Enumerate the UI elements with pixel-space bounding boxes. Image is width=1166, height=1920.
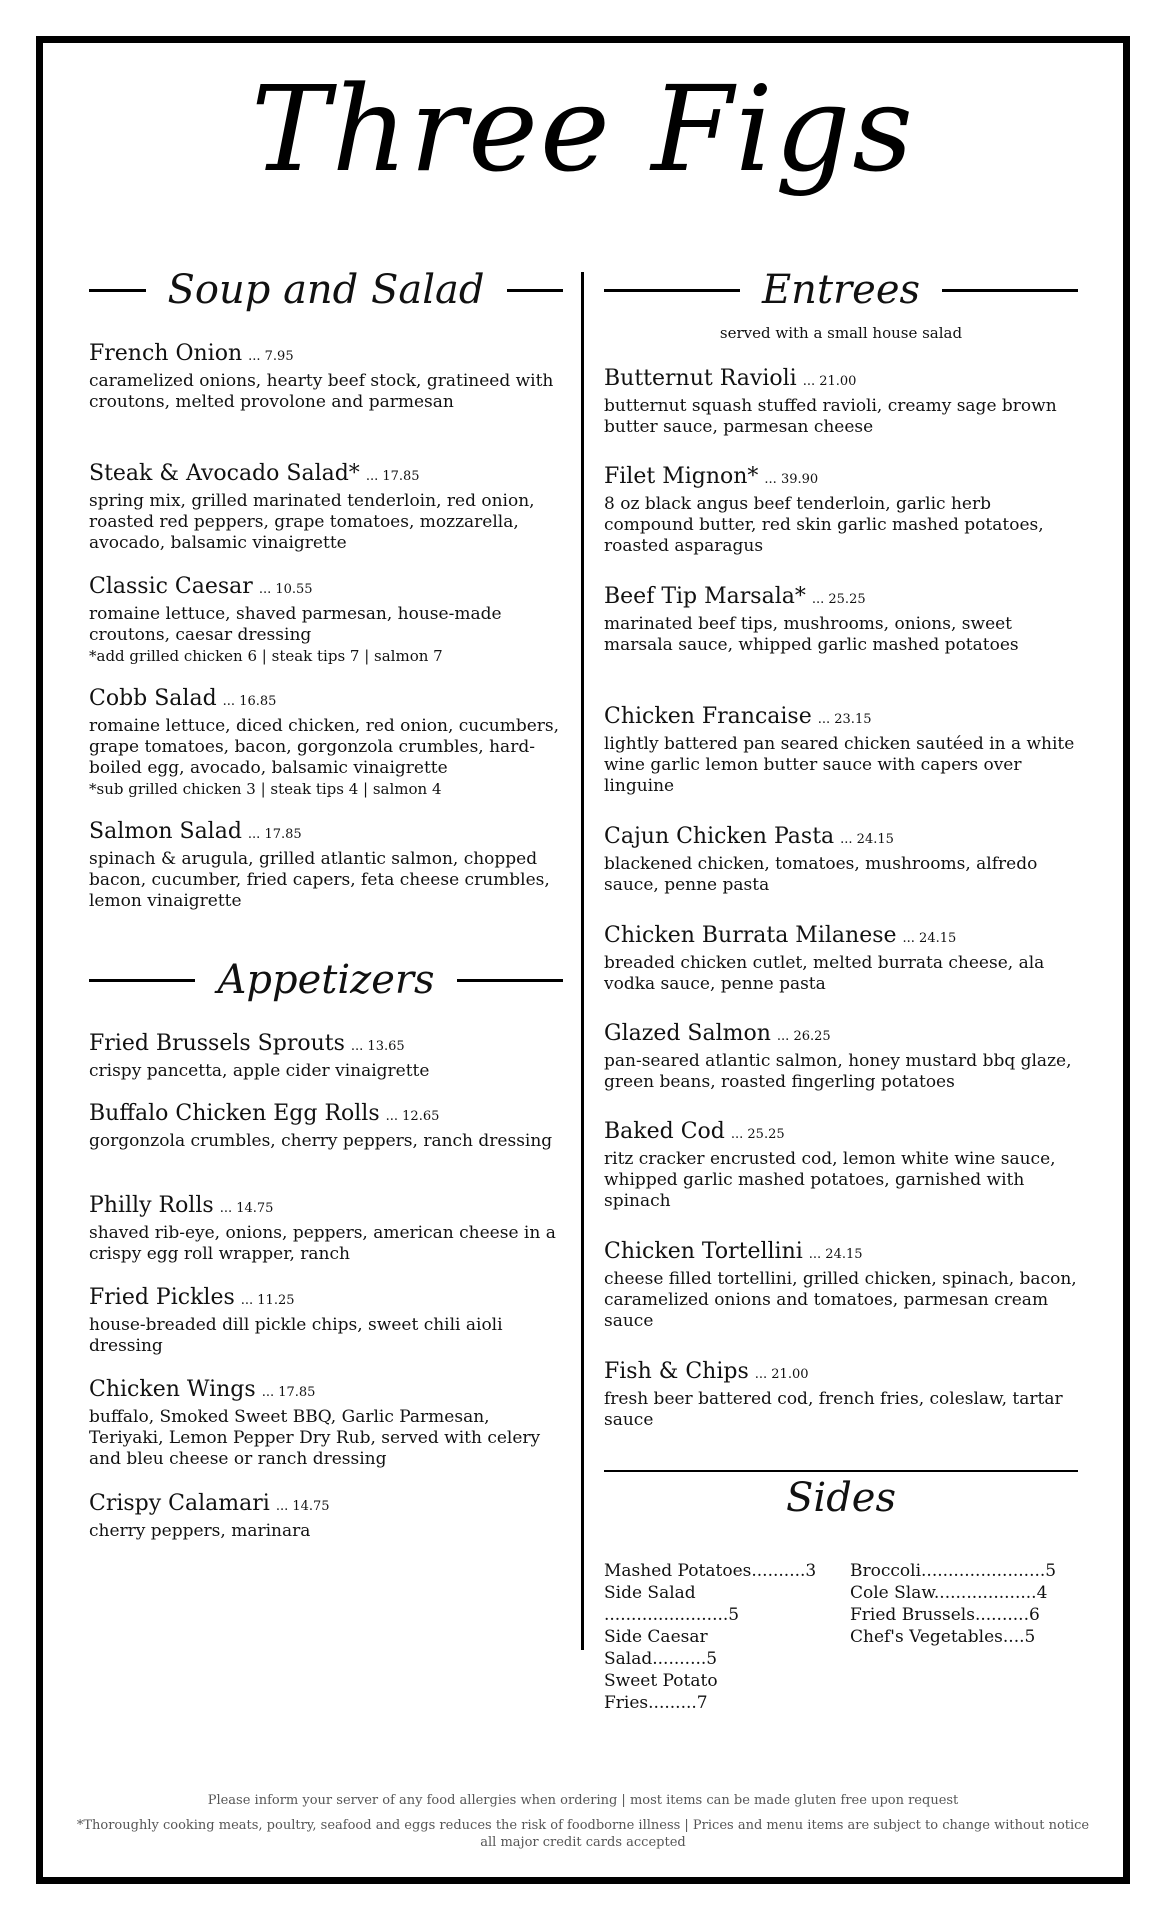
item-description: house-breaded dill pickle chips, sweet chili aioli dressing <box>89 1315 503 1356</box>
item-description: marinated beef tips, mushrooms, onions, sweet marsala sauce, whipped garlic mashed potatoes <box>604 614 1019 655</box>
sides-right-list <box>850 1560 1070 1648</box>
menu-item <box>604 1238 1078 1332</box>
item-description: ritz cracker encrusted cod, lemon white wine sauce, whipped garlic mashed potatoes, garnished with spinach <box>604 1149 1056 1211</box>
header-rule <box>604 289 740 292</box>
item-description: romaine lettuce, diced chicken, red onion, cucumbers, grape tomatoes, bacon, gorgonzola crumbles, hard-boiled egg, avocado, balsamic vinaigrette <box>89 716 560 778</box>
item-price: ... 26.25 <box>776 1029 831 1044</box>
header-rule <box>457 979 563 982</box>
menu-item <box>604 922 1078 995</box>
side-item: Sweet Potato Fries.........7 <box>604 1671 718 1713</box>
footer-allergy-note: Please inform your server of any food allergies when ordering | most items can be made gluten free upon request <box>207 1793 959 1808</box>
header-rule <box>507 289 564 292</box>
item-name: Filet Mignon* ... 39.90 <box>604 464 819 489</box>
item-price: ... 21.00 <box>754 1367 809 1382</box>
item-name: Crispy Calamari ... 14.75 <box>89 1491 330 1516</box>
side-item: Mashed Potatoes..........3 <box>604 1561 817 1581</box>
menu-item <box>89 1376 563 1470</box>
item-price: ... 24.15 <box>902 931 957 946</box>
item-name: Fried Pickles ... 11.25 <box>89 1285 295 1310</box>
menu-item <box>89 573 563 666</box>
item-price: ... 14.75 <box>275 1499 330 1514</box>
item-price: ... 25.25 <box>730 1127 785 1142</box>
item-name: Chicken Burrata Milanese ... 24.15 <box>604 923 957 948</box>
sides-rule <box>604 1470 1078 1472</box>
item-name: Classic Caesar ... 10.55 <box>89 574 313 599</box>
item-name: Beef Tip Marsala* ... 25.25 <box>604 584 866 609</box>
menu-item <box>89 340 563 413</box>
menu-item <box>604 463 1078 557</box>
item-name: Philly Rolls ... 14.75 <box>89 1193 274 1218</box>
item-price: ... 11.25 <box>240 1293 295 1308</box>
soup-salad-header <box>89 265 563 315</box>
item-description: buffalo, Smoked Sweet BBQ, Garlic Parmesan, Teriyaki, Lemon Pepper Dry Rub, served with celery and bleu cheese or ranch dressing <box>89 1407 541 1469</box>
item-price: ... 23.15 <box>817 712 872 727</box>
item-name: Fried Brussels Sprouts ... 13.65 <box>89 1031 405 1056</box>
item-name: Cobb Salad ... 16.85 <box>89 686 277 711</box>
item-name: Fish & Chips ... 21.00 <box>604 1359 809 1384</box>
entrees-subtitle: served with a small house salad <box>719 324 963 342</box>
item-description: caramelized onions, hearty beef stock, gratineed with croutons, melted provolone and parmesan <box>89 371 554 412</box>
item-description: cherry peppers, marinara <box>89 1521 311 1541</box>
item-note: *sub grilled chicken 3 | steak tips 4 | salmon 4 <box>89 780 442 798</box>
side-item: Fried Brussels..........6 <box>850 1605 1040 1625</box>
appetizers-heading: Appetizers <box>217 957 435 1003</box>
menu-item <box>89 818 563 912</box>
item-name: Buffalo Chicken Egg Rolls ... 12.65 <box>89 1101 440 1126</box>
item-description: cheese filled tortellini, grilled chicken, spinach, bacon, caramelized onions and tomatoes, parmesan cream sauce <box>604 1269 1077 1331</box>
item-note: *add grilled chicken 6 | steak tips 7 | salmon 7 <box>89 647 443 665</box>
menu-item <box>89 1490 563 1542</box>
item-price: ... 17.85 <box>247 827 302 842</box>
item-price: ... 14.75 <box>219 1201 274 1216</box>
menu-item <box>604 583 1078 656</box>
menu-item <box>604 1020 1078 1093</box>
column-divider <box>581 272 584 1650</box>
footer-payment-note: all major credit cards accepted <box>480 1835 686 1850</box>
item-price: ... 17.85 <box>365 469 420 484</box>
sides-heading: Sides <box>786 1475 896 1521</box>
item-price: ... 25.25 <box>811 592 866 607</box>
item-description: 8 oz black angus beef tenderloin, garlic herb compound butter, red skin garlic mashed potatoes, roasted asparagus <box>604 494 1044 556</box>
entrees-header <box>604 265 1078 315</box>
side-item: Cole Slaw...................4 <box>850 1583 1048 1603</box>
item-price: ... 39.90 <box>764 472 819 487</box>
footer-disclaimer: *Thoroughly cooking meats, poultry, seafood and eggs reduces the risk of foodborne illness | Prices and menu items are subject to change without notice <box>76 1818 1090 1833</box>
restaurant-title: Three Figs <box>251 60 915 198</box>
item-price: ... 16.85 <box>222 694 277 709</box>
side-item: Broccoli.......................5 <box>850 1561 1057 1581</box>
item-price: ... 24.15 <box>840 832 894 847</box>
item-description: lightly battered pan seared chicken sautéed in a white wine garlic lemon butter sauce with capers over linguine <box>604 734 1075 796</box>
item-name: Salmon Salad ... 17.85 <box>89 819 302 844</box>
side-item: Side Salad .......................5 <box>604 1583 740 1625</box>
item-description: butternut squash stuffed ravioli, creamy sage brown butter sauce, parmesan cheese <box>604 396 1057 437</box>
item-name: Chicken Francaise ... 23.15 <box>604 704 872 729</box>
menu-item <box>604 703 1078 797</box>
appetizers-header <box>89 955 563 1005</box>
item-description: shaved rib-eye, onions, peppers, american cheese in a crispy egg roll wrapper, ranch <box>89 1223 556 1264</box>
item-price: ... 21.00 <box>802 374 857 389</box>
menu-item <box>89 1284 563 1357</box>
menu-item <box>604 365 1078 438</box>
item-description: spring mix, grilled marinated tenderloin, red onion, roasted red peppers, grape tomatoes, mozzarella, avocado, balsamic vinaigrette <box>89 491 535 553</box>
item-name: Chicken Tortellini ... 24.15 <box>604 1239 863 1264</box>
item-price: ... 7.95 <box>248 349 294 364</box>
item-name: Cajun Chicken Pasta ... 24.15 <box>604 824 894 849</box>
item-description: blackened chicken, tomatoes, mushrooms, alfredo sauce, penne pasta <box>604 854 1038 895</box>
item-name: Steak & Avocado Salad* ... 17.85 <box>89 461 420 486</box>
item-name: Chicken Wings ... 17.85 <box>89 1377 316 1402</box>
menu-item <box>604 1358 1078 1431</box>
header-rule <box>942 289 1078 292</box>
item-name: Baked Cod ... 25.25 <box>604 1119 785 1144</box>
item-name: French Onion ... 7.95 <box>89 341 294 366</box>
item-price: ... 13.65 <box>350 1039 405 1054</box>
side-item: Chef's Vegetables....5 <box>850 1627 1036 1647</box>
item-description: crispy pancetta, apple cider vinaigrette <box>89 1061 430 1081</box>
item-description: romaine lettuce, shaved parmesan, house-made croutons, caesar dressing <box>89 604 502 645</box>
item-price: ... 12.65 <box>385 1109 440 1124</box>
menu-item <box>89 1100 563 1152</box>
item-description: breaded chicken cutlet, melted burrata cheese, ala vodka sauce, penne pasta <box>604 953 1045 994</box>
item-name: Glazed Salmon ... 26.25 <box>604 1021 831 1046</box>
menu-item <box>89 1192 563 1265</box>
header-rule <box>89 289 146 292</box>
item-price: ... 17.85 <box>261 1385 316 1400</box>
item-price: ... 10.55 <box>258 582 313 597</box>
side-item: Side Caesar Salad..........5 <box>604 1627 718 1669</box>
item-description: fresh beer battered cod, french fries, coleslaw, tartar sauce <box>604 1389 1063 1430</box>
item-description: gorgonzola crumbles, cherry peppers, ranch dressing <box>89 1131 553 1151</box>
soup-salad-heading: Soup and Salad <box>167 267 485 313</box>
menu-item <box>604 823 1078 896</box>
item-name: Butternut Ravioli ... 21.00 <box>604 366 857 391</box>
menu-item <box>89 1030 563 1082</box>
menu-item <box>89 685 563 799</box>
header-rule <box>89 979 195 982</box>
menu-item <box>604 1118 1078 1212</box>
item-description: pan-seared atlantic salmon, honey mustard bbq glaze, green beans, roasted fingerling potatoes <box>604 1051 1072 1092</box>
entrees-heading: Entrees <box>761 267 921 313</box>
menu-item <box>89 460 563 554</box>
item-price: ... 24.15 <box>808 1247 863 1262</box>
item-description: spinach & arugula, grilled atlantic salmon, chopped bacon, cucumber, fried capers, feta cheese crumbles, lemon vinaigrette <box>89 849 550 911</box>
sides-left-list <box>604 1560 824 1714</box>
